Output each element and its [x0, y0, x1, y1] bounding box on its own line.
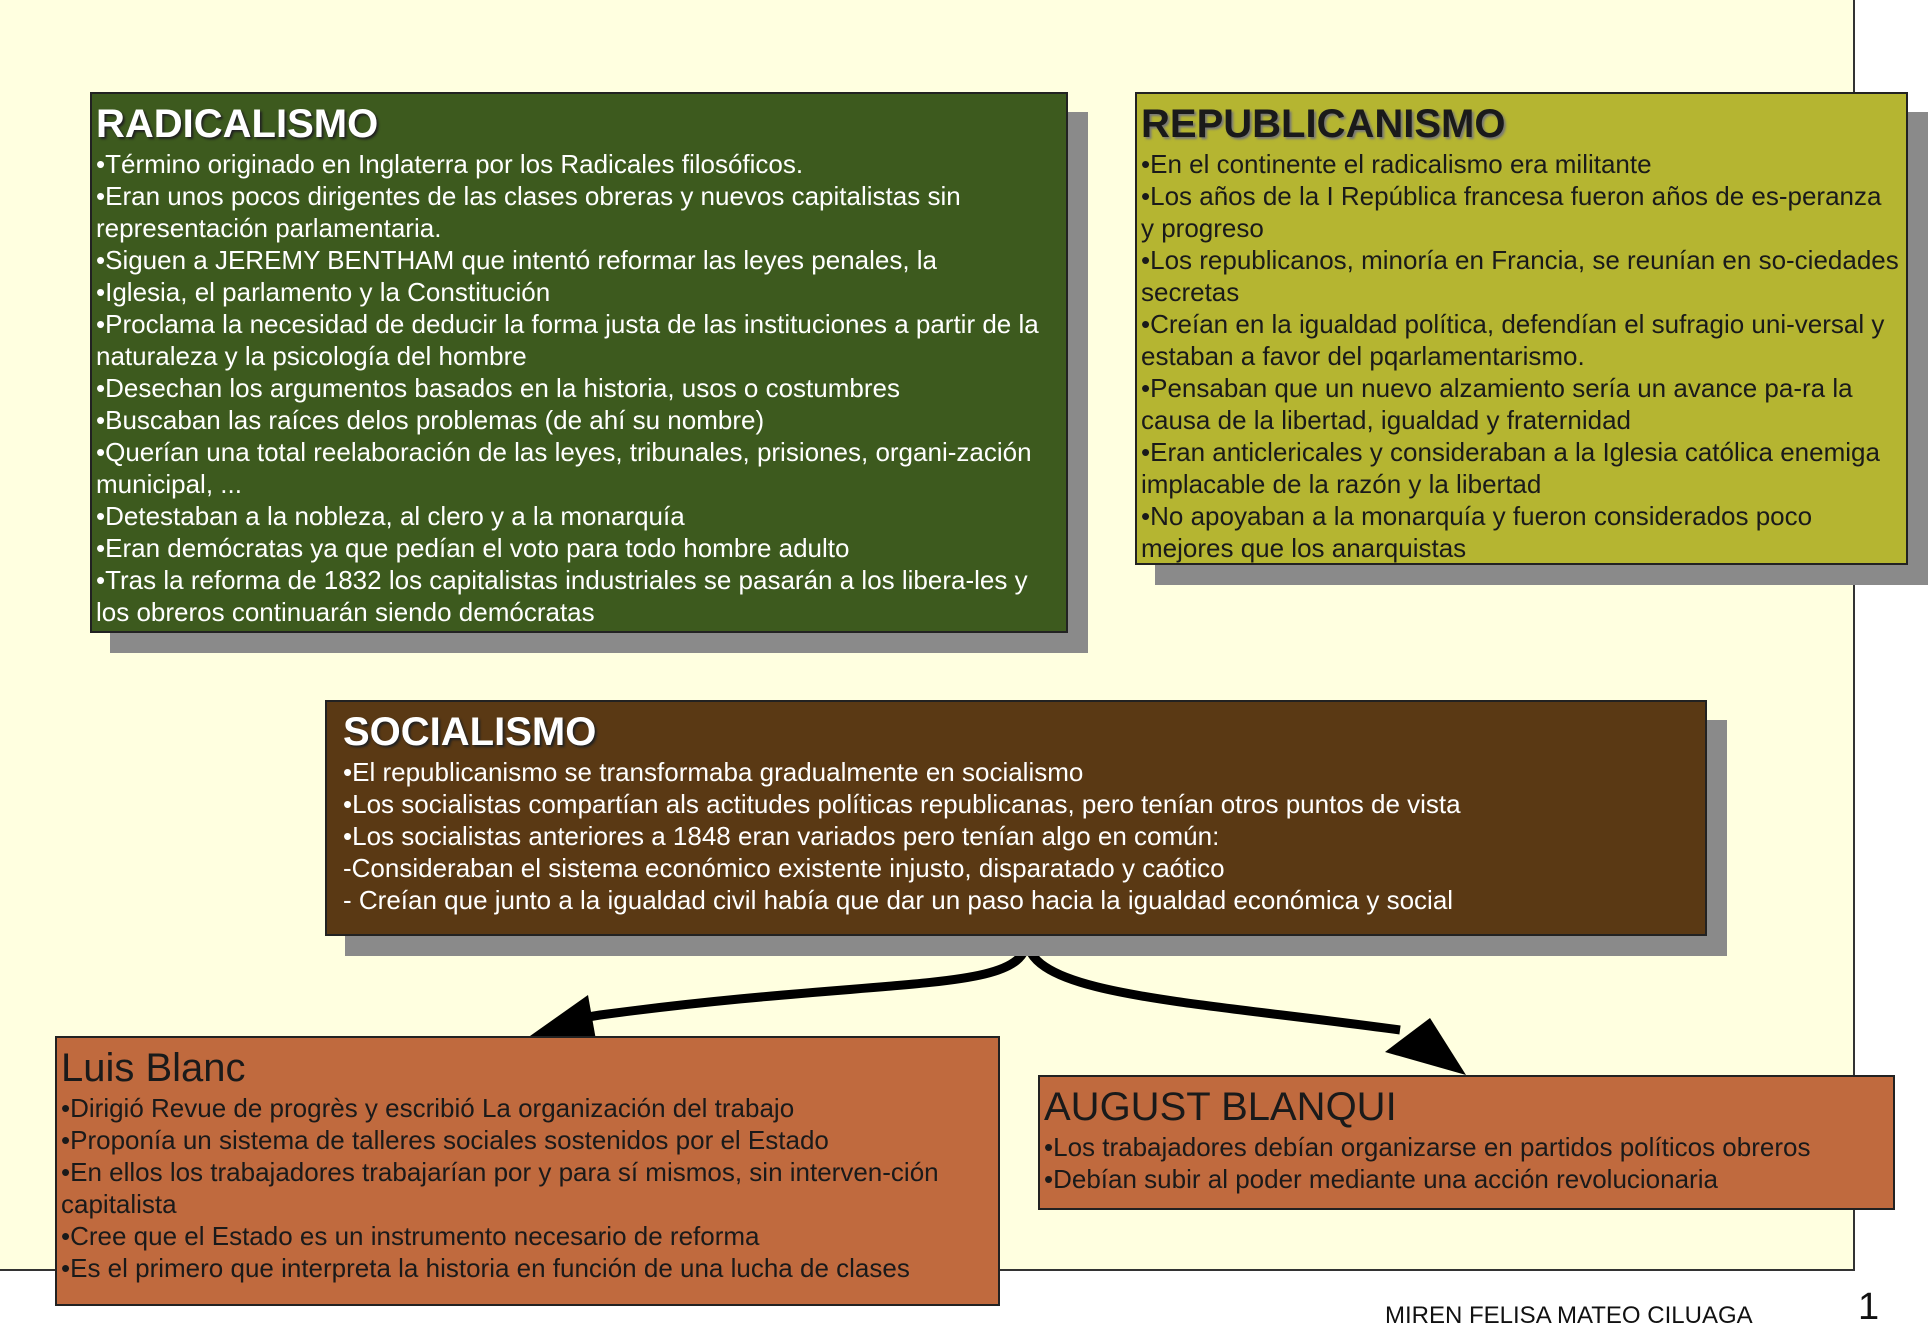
socialismo-title: SOCIALISMO — [343, 710, 597, 754]
list-item: •Siguen a JEREMY BENTHAM que intentó reformar las leyes penales, la — [96, 245, 938, 275]
list-item: •Eran demócratas ya que pedían el voto para todo hombre adulto — [96, 533, 850, 563]
luis-blanc-box — [55, 1036, 1000, 1306]
republicanismo-list — [1141, 148, 1900, 564]
list-item: •En ellos los trabajadores trabajarían por y para sí mismos, sin interven-ción capitalista — [61, 1157, 939, 1219]
list-item: •Los republicanos, minoría en Francia, se reunían en so-ciedades secretas — [1141, 245, 1899, 307]
list-item: •Desechan los argumentos basados en la historia, usos o costumbres — [96, 373, 900, 403]
list-item: •No apoyaban a la monarquía y fueron considerados poco mejores que los anarquistas — [1141, 501, 1813, 563]
list-item: •Detestaban a la nobleza, al clero y a la monarquía — [96, 501, 685, 531]
republicanismo-title: REPUBLICANISMO — [1141, 102, 1506, 146]
list-item: •Proclama la necesidad de deducir la forma justa de las instituciones a partir de la naturaleza y la psicología del hombre — [96, 309, 1039, 371]
list-item: •Buscaban las raíces delos problemas (de ahí su nombre) — [96, 405, 765, 435]
list-item: •Cree que el Estado es un instrumento necesario de reforma — [61, 1221, 760, 1251]
list-item: •Es el primero que interpreta la historia en función de una lucha de clases — [61, 1253, 910, 1283]
list-item: -Consideraban el sistema económico existente injusto, disparatado y caótico — [343, 853, 1225, 883]
list-item: •Término originado en Inglaterra por los Radicales filosóficos. — [96, 149, 804, 179]
radicalismo-list — [96, 148, 1060, 628]
page-number: 1 — [1858, 1286, 1880, 1328]
republicanismo-box — [1135, 92, 1908, 565]
arrow-to-luis-blanc — [570, 938, 1027, 1020]
socialismo-box — [325, 700, 1707, 936]
list-item: •Pensaban que un nuevo alzamiento sería un avance pa-ra la causa de la libertad, igualdad y fraternidad — [1141, 373, 1853, 435]
list-item: •Los trabajadores debían organizarse en partidos políticos obreros — [1044, 1132, 1811, 1162]
list-item: •Los años de la I República francesa fueron años de es-peranza y progreso — [1141, 181, 1882, 243]
footer-author: MIREN FELISA MATEO CILUAGA — [1385, 1302, 1753, 1329]
luis-blanc-title: Luis Blanc — [61, 1046, 246, 1090]
list-item: •Proponía un sistema de talleres sociales sostenidos por el Estado — [61, 1125, 829, 1155]
list-item: •Querían una total reelaboración de las leyes, tribunales, prisiones, organi-zación municipal, ... — [96, 437, 1032, 499]
arrow-to-august-blanqui — [1027, 938, 1400, 1030]
list-item: •En el continente el radicalismo era militante — [1141, 149, 1652, 179]
list-item: •Debían subir al poder mediante una acción revolucionaria — [1044, 1164, 1718, 1194]
luis-blanc-list — [61, 1092, 992, 1284]
list-item: •Eran anticlericales y consideraban a la Iglesia católica enemiga implacable de la razón y la libertad — [1141, 437, 1880, 499]
socialismo-list — [343, 756, 1699, 916]
list-item: •Los socialistas compartían als actitudes políticas republicanas, pero tenían otros puntos de vista — [343, 789, 1461, 819]
radicalismo-box — [90, 92, 1068, 633]
list-item: •El republicanismo se transformaba gradualmente en socialismo — [343, 757, 1084, 787]
radicalismo-title: RADICALISMO — [96, 102, 379, 146]
august-blanqui-box — [1038, 1075, 1895, 1210]
list-item: •Dirigió Revue de progrès y escribió La organización del trabajo — [61, 1093, 795, 1123]
list-item: •Eran unos pocos dirigentes de las clases obreras y nuevos capitalistas sin representación parlamentaria. — [96, 181, 961, 243]
august-blanqui-title: AUGUST BLANQUI — [1044, 1085, 1397, 1129]
list-item: •Creían en la igualdad política, defendían el sufragio uni-versal y estaban a favor del pqarlamentarismo. — [1141, 309, 1885, 371]
arrowhead-left-icon — [530, 995, 596, 1040]
august-blanqui-list — [1044, 1131, 1887, 1195]
list-item: - Creían que junto a la igualdad civil había que dar un paso hacia la igualdad económica y social — [343, 885, 1454, 915]
list-item: •Tras la reforma de 1832 los capitalistas industriales se pasarán a los libera-les y los obreros continuarán siendo demócratas — [96, 565, 1028, 627]
list-item: •Iglesia, el parlamento y la Constitución — [96, 277, 551, 307]
list-item: •Los socialistas anteriores a 1848 eran variados pero tenían algo en común: — [343, 821, 1220, 851]
